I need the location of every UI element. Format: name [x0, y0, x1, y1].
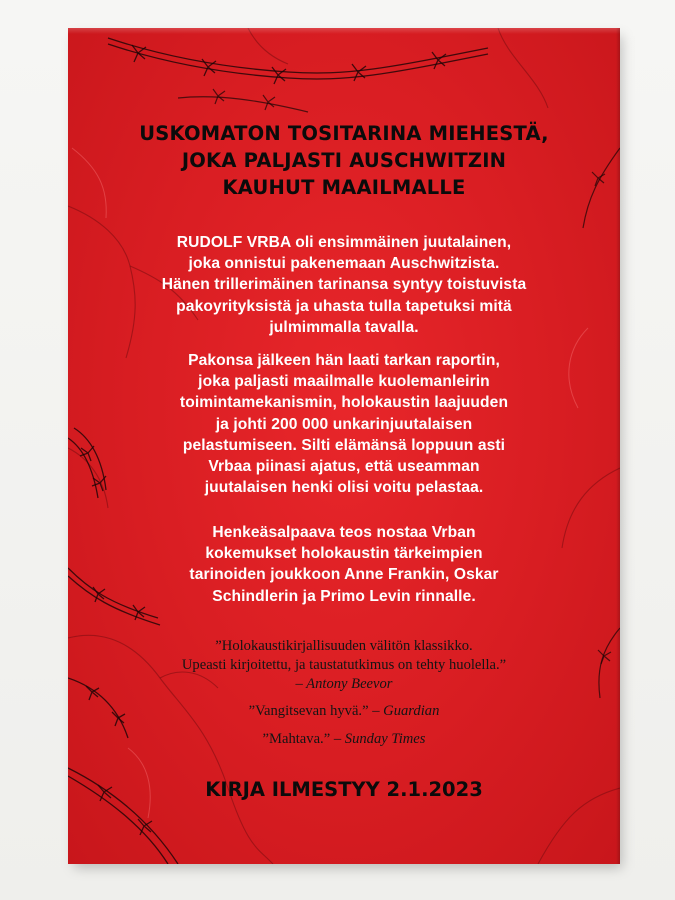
blurb-line: juutalaisen henki olisi voitu pelastaa. [204, 479, 484, 497]
review-quote-sunday-times [98, 730, 590, 749]
blurb-line: joka paljasti maailmalle kuolemanleirin [198, 373, 490, 391]
quote-line: Upeasti kirjoitettu, ja taustatutkimus on tehty huolella.” [181, 657, 507, 673]
barbed-wire-top-right [178, 89, 308, 112]
blurb-line: joka onnistui pakenemaan Auschwitzista. [188, 255, 500, 273]
blurb-line: toimintamekanismin, holokaustin laajuuden [179, 394, 509, 412]
blurb-line: kokemukset holokaustin tärkeimpien [205, 545, 483, 563]
blurb-line: Pakonsa jälkeen hän laati tarkan raportin, [188, 352, 500, 369]
release-date: KIRJA ILMESTYY 2.1.2023 [205, 778, 483, 801]
review-quote-beevor [98, 637, 590, 694]
quote-line: ”Holokaustikirjallisuuden välitön klassikko. [215, 638, 473, 654]
blurb-line: RUDOLF VRBA oli ensimmäinen juutalainen, [176, 234, 512, 251]
blurb-line: Henkeäsalpaava teos nostaa Vrban [212, 524, 476, 541]
headline-line: USKOMATON TOSITARINA MIEHESTÄ, [139, 122, 549, 145]
blurb-paragraph-2 [92, 350, 596, 498]
headline-line: KAUHUT MAAILMALLE [222, 176, 466, 199]
blurb-line: julmimmalla tavalla. [269, 318, 419, 336]
cover-edge-top [68, 28, 620, 34]
quote-attribution: – Guardian [372, 703, 440, 719]
cover-headline [88, 120, 600, 201]
blurb-paragraph-1 [92, 232, 596, 338]
quote-attribution: – Antony Beevor [295, 676, 393, 692]
blurb-line: pelastumiseen. Silti elämänsä loppuun asti [182, 436, 506, 454]
review-quote-guardian [98, 702, 590, 721]
blurb-line: Schindlerin ja Primo Levin rinnalle. [212, 587, 476, 605]
blurb-line: Hänen trillerimäinen tarinansa syntyy toistuvista [161, 276, 527, 294]
blurb-line: tarinoiden joukkoon Anne Frankin, Oskar [189, 566, 499, 584]
quote-text: ”Vangitsevan hyvä.” [248, 703, 369, 719]
blurb-paragraph-3 [92, 522, 596, 607]
barbed-wire-top [108, 38, 488, 84]
book-back-cover [68, 28, 620, 864]
blurb-line: Vrbaa piinasi ajatus, että useamman [208, 458, 480, 476]
cover-edge-right [616, 28, 620, 864]
quote-attribution: – Sunday Times [333, 731, 426, 747]
headline-line: JOKA PALJASTI AUSCHWITZIN [181, 149, 507, 172]
blurb-line: ja johti 200 000 unkarinjuutalaisen [215, 415, 473, 433]
quote-text: ”Mahtava.” [262, 731, 331, 747]
blurb-line: pakoyrityksistä ja uhasta tulla tapetuksi mitä [176, 297, 512, 315]
